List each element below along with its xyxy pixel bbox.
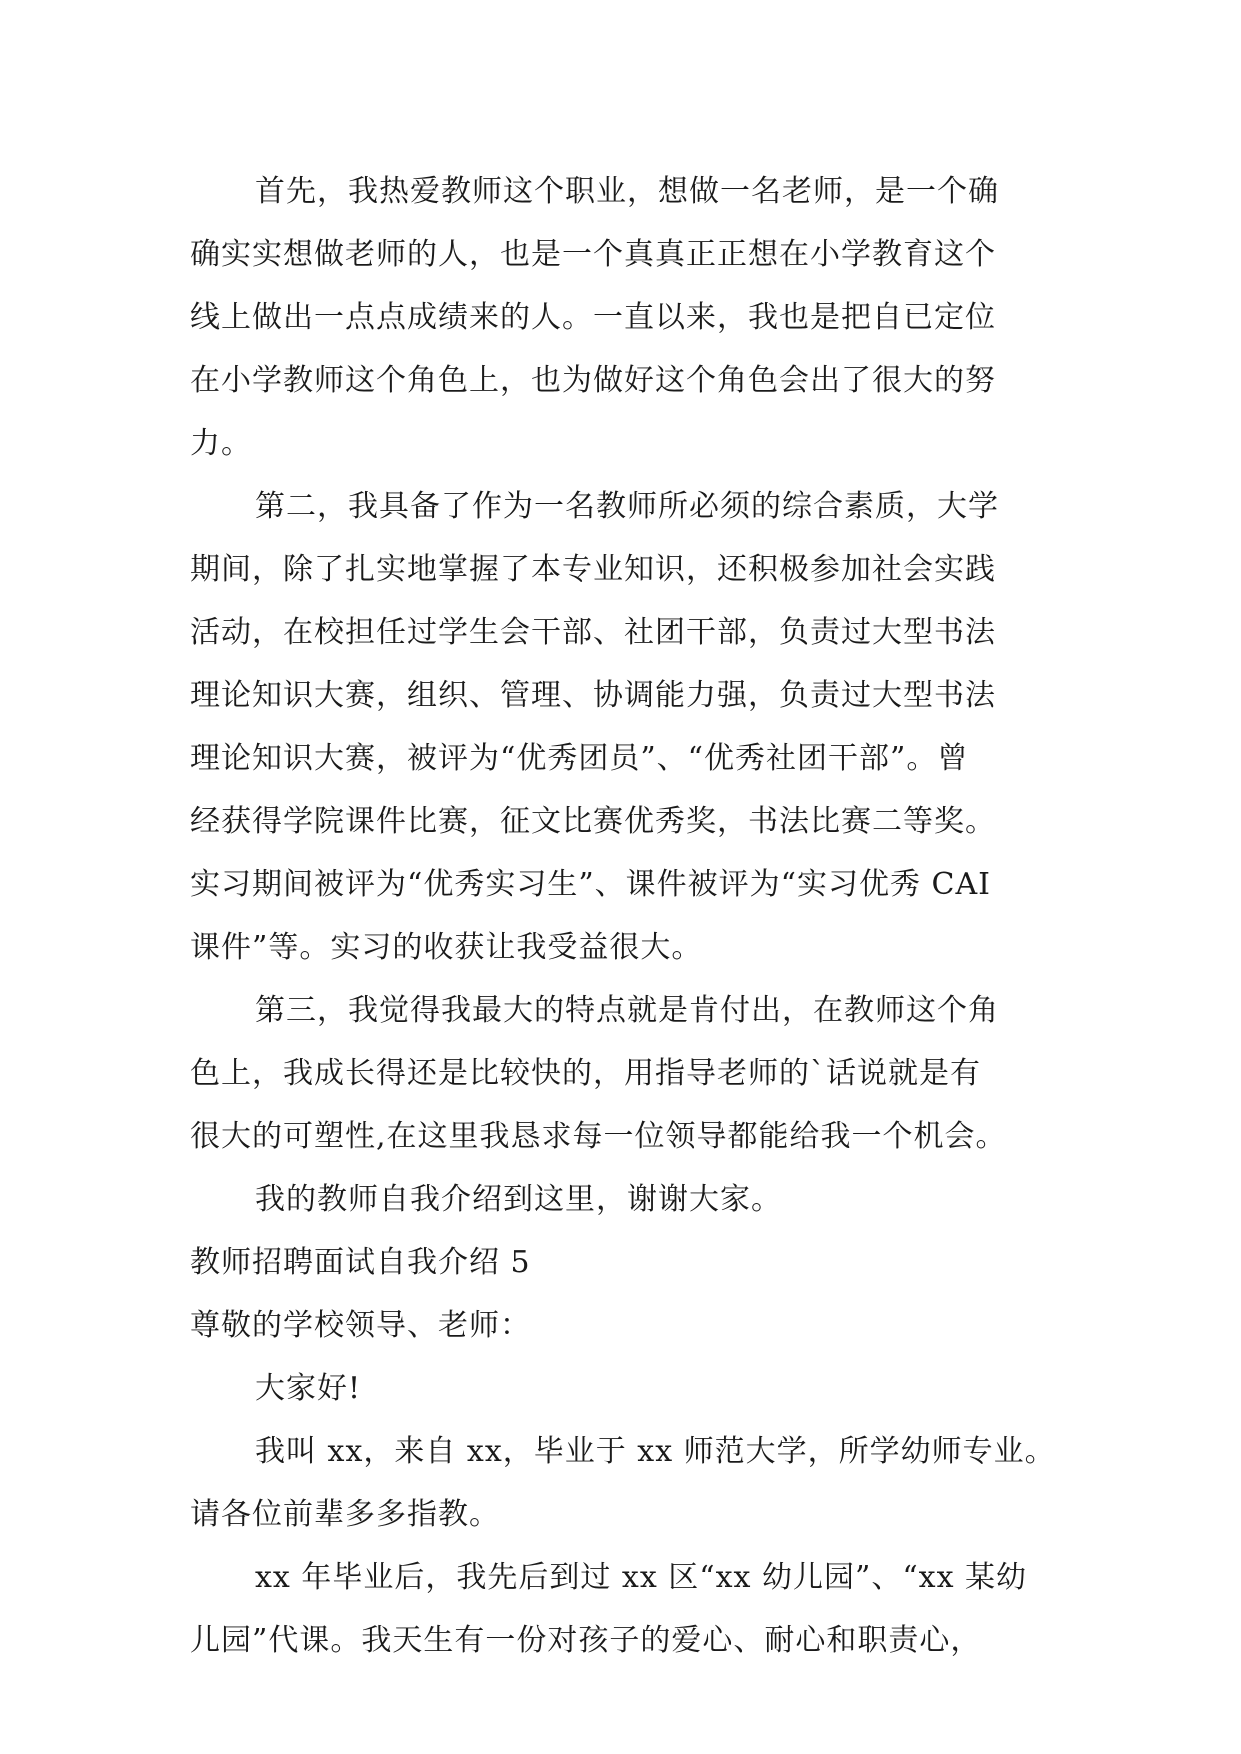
text-line: 经获得学院课件比赛，征文比赛优秀奖，书法比赛二等奖。 bbox=[190, 804, 996, 839]
text-line: 实习期间被评为“优秀实习生”、课件被评为“实习优秀 CAI bbox=[190, 867, 992, 902]
greeting: 大家好! bbox=[255, 1371, 362, 1406]
text-line: xx 年毕业后，我先后到过 xx 区“xx 幼儿园”、“xx 某幼 bbox=[255, 1560, 1028, 1595]
text-line: 我叫 xx，来自 xx，毕业于 xx 师范大学，所学幼师专业。 bbox=[255, 1434, 1056, 1469]
text-line: 力。 bbox=[190, 426, 252, 461]
text-line: 理论知识大赛，被评为“优秀团员”、“优秀社团干部”。曾 bbox=[190, 741, 969, 776]
text-line: 课件”等。实习的收获让我受益很大。 bbox=[190, 930, 703, 965]
text-line: 请各位前辈多多指教。 bbox=[190, 1497, 500, 1532]
document-body bbox=[190, 160, 1060, 1672]
text-line: 理论知识大赛，组织、管理、协调能力强，负责过大型书法 bbox=[190, 678, 996, 713]
text-line: 第二，我具备了作为一名教师所必须的综合素质，大学 bbox=[255, 489, 999, 524]
text-line: 我的教师自我介绍到这里，谢谢大家。 bbox=[255, 1182, 782, 1217]
salutation: 尊敬的学校领导、老师： bbox=[190, 1308, 531, 1343]
text-line: 在小学教师这个角色上，也为做好这个角色会出了很大的努 bbox=[190, 363, 996, 398]
text-line: 首先，我热爱教师这个职业，想做一名老师，是一个确 bbox=[255, 174, 999, 209]
section-heading: 教师招聘面试自我介绍 5 bbox=[190, 1245, 531, 1280]
text-line: 第三，我觉得我最大的特点就是肯付出，在教师这个角 bbox=[255, 993, 999, 1028]
text-line: 很大的可塑性,在这里我恳求每一位领导都能给我一个机会。 bbox=[190, 1119, 1007, 1154]
text-line: 活动，在校担任过学生会干部、社团干部，负责过大型书法 bbox=[190, 615, 996, 650]
text-line: 确实实想做老师的人，也是一个真真正正想在小学教育这个 bbox=[190, 237, 996, 272]
text-line: 儿园”代课。我天生有一份对孩子的爱心、耐心和职责心， bbox=[190, 1623, 982, 1658]
text-line: 期间，除了扎实地掌握了本专业知识，还积极参加社会实践 bbox=[190, 552, 996, 587]
text-line: 色上，我成长得还是比较快的，用指导老师的`话说就是有 bbox=[190, 1056, 981, 1091]
text-line: 线上做出一点点成绩来的人。一直以来，我也是把自已定位 bbox=[190, 300, 996, 335]
